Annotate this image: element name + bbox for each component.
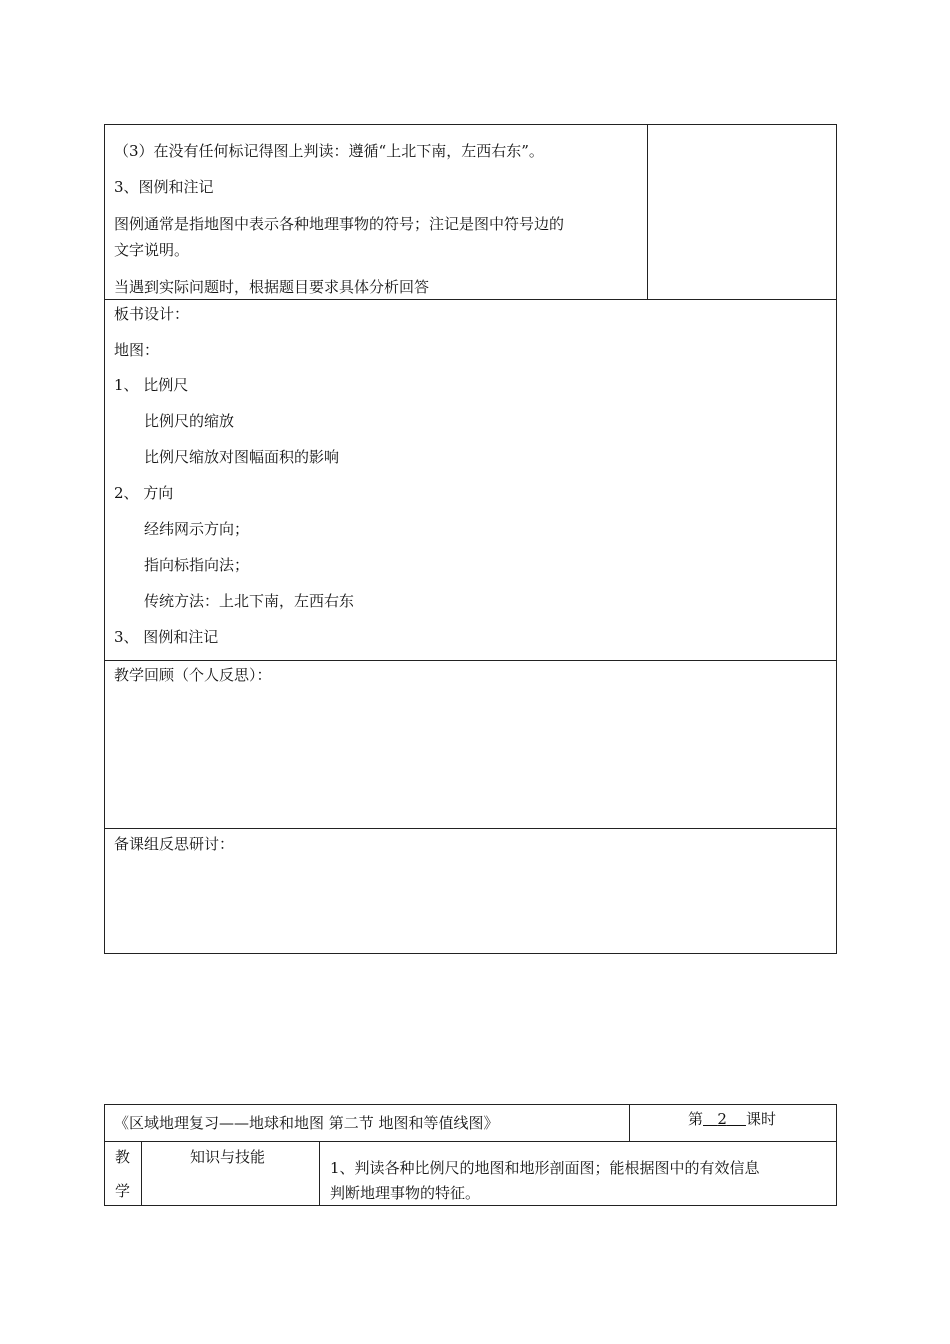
side-label-learn: 学 <box>115 1182 131 1200</box>
board-design-title: 板书设计： <box>114 305 190 323</box>
board-item-graticule: 经纬网示方向； <box>144 520 250 538</box>
table1-column-divider <box>647 124 648 299</box>
teaching-review-label: 教学回顾（个人反思）： <box>114 666 272 684</box>
lesson-suffix: 课时 <box>745 1110 776 1128</box>
legend-definition-line1: 图例通常是指地图中表示各种地理事物的符号；注记是图中符号边的 <box>114 215 565 233</box>
table2-side-divider <box>141 1141 142 1206</box>
lesson-number-value: 2 <box>717 1110 727 1128</box>
table1-left-border <box>104 124 105 954</box>
lesson-prefix: 第 <box>688 1110 704 1128</box>
lesson-number <box>688 1109 776 1129</box>
knowledge-skill-label: 知识与技能 <box>190 1148 266 1166</box>
table2-left-border <box>104 1104 105 1206</box>
table1-row-divider-3 <box>104 828 837 829</box>
note-rule-text: （3）在没有任何标记得图上判读：遵循“上北下南，左西右东”。 <box>114 142 544 160</box>
board-map-label: 地图： <box>114 341 160 359</box>
table1-right-border <box>836 124 837 954</box>
board-item-north-arrow: 指向标指向法； <box>144 556 250 574</box>
board-item-legend: 3、 图例和注记 <box>114 628 219 646</box>
board-item-scale-zoom: 比例尺的缩放 <box>144 412 235 430</box>
group-review-label: 备课组反思研讨： <box>114 835 235 853</box>
table2-top-border <box>104 1104 837 1105</box>
table2-title-divider <box>629 1104 630 1141</box>
legend-heading: 3、图例和注记 <box>114 178 214 196</box>
table1-row-divider-1 <box>104 299 837 300</box>
side-label-teach: 教 <box>115 1148 131 1166</box>
table2-bottom-border <box>104 1205 837 1206</box>
objective-line2: 判断地理事物的特征。 <box>330 1184 481 1202</box>
table2-category-divider <box>319 1141 320 1206</box>
board-item-scale-area: 比例尺缩放对图幅面积的影响 <box>144 448 340 466</box>
table1-bottom-border <box>104 953 837 954</box>
legend-definition-line2: 文字说明。 <box>114 241 190 259</box>
table2-right-border <box>836 1104 837 1206</box>
table1-row-divider-2 <box>104 660 837 661</box>
board-item-scale: 1、 比例尺 <box>114 376 189 394</box>
table1-top-border <box>104 124 837 125</box>
table2-row-divider <box>104 1141 837 1142</box>
board-item-direction: 2、 方向 <box>114 484 174 502</box>
course-title: 《区域地理复习——地球和地图 第二节 地图和等值线图》 <box>114 1114 499 1132</box>
board-item-traditional: 传统方法：上北下南，左西右东 <box>144 592 355 610</box>
objective-line1: 1、判读各种比例尺的地图和地形剖面图；能根据图中的有效信息 <box>330 1159 760 1177</box>
practical-note: 当遇到实际问题时，根据题目要求具体分析回答 <box>114 278 430 296</box>
